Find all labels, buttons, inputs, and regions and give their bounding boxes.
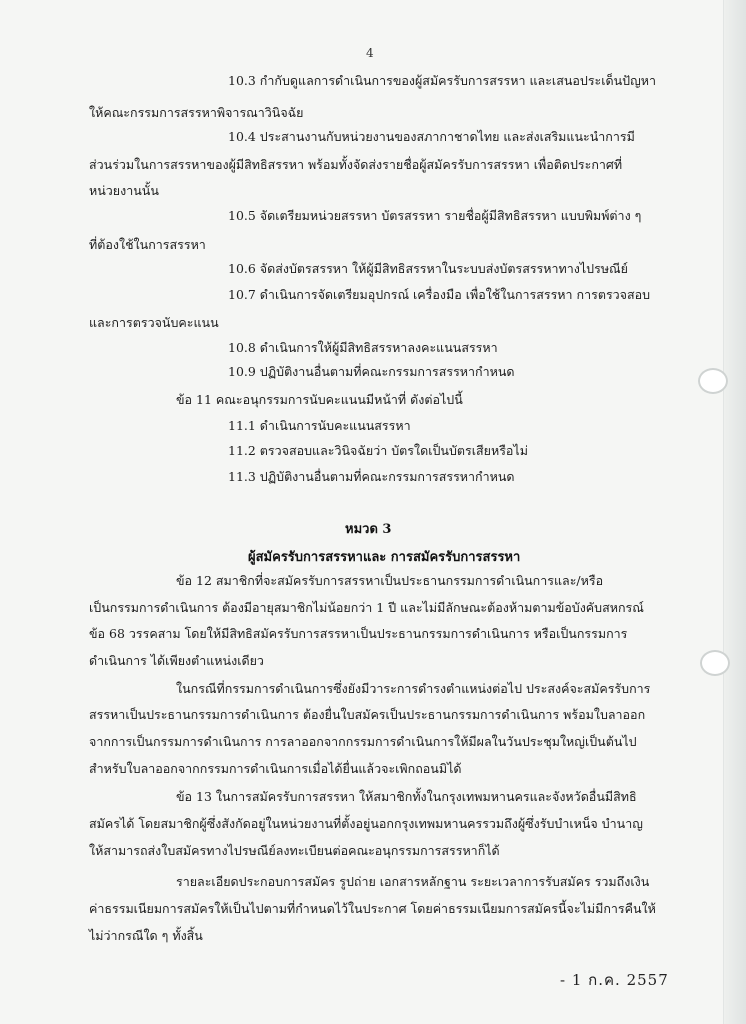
text-line-article-13c: ให้สามารถส่งใบสมัครทางไปรษณีย์ลงทะเบียนต่อคณะอนุกรรมการสรรหาก็ได้ [89, 843, 500, 858]
text-line-10-6: 10.6 จัดส่งบัตรสรรหา ให้ผู้มีสิทธิสรรหาในระบบส่งบัตรสรรหาทางไปรษณีย์ [228, 261, 628, 276]
text-line-article-12c: ข้อ 68 วรรคสาม โดยให้มีสิทธิสมัครรับการสรรหาเป็นประธานกรรมการดำเนินการ หรือเป็นกรรมการ [89, 626, 628, 641]
text-line-article-11: ข้อ 11 คณะอนุกรรมการนับคะแนนมีหน้าที่ ดังต่อไปนี้ [176, 392, 463, 407]
text-line-10-5b: ที่ต้องใช้ในการสรรหา [89, 237, 206, 252]
text-line-10-4b: ส่วนร่วมในการสรรหาของผู้มีสิทธิสรรหา พร้อมทั้งจัดส่งรายชื่อผู้สมัครรับการสรรหา เพื่อติดประกาศที่ [89, 157, 623, 172]
text-line-article-12b: เป็นกรรมการดำเนินการ ต้องมีอายุสมาชิกไม่น้อยกว่า 1 ปี และไม่มีลักษณะต้องห้ามตามข้อบังคับสหกรณ์ [89, 600, 644, 615]
text-line-11-3: 11.3 ปฏิบัติงานอื่นตามที่คณะกรรมการสรรหากำหนด [228, 469, 515, 484]
chapter-subheading: ผู้สมัครรับการสรรหาและ การสมัครรับการสรรหา [248, 550, 521, 565]
text-line-10-8: 10.8 ดำเนินการให้ผู้มีสิทธิสรรหาลงคะแนนสรรหา [228, 340, 498, 355]
punch-hole-lower [700, 650, 730, 676]
text-line-article-13f: ไม่ว่ากรณีใด ๆ ทั้งสิ้น [89, 928, 203, 943]
text-line-article-12e: ในกรณีที่กรรมการดำเนินการซึ่งยังมีวาระการดำรงตำแหน่งต่อไป ประสงค์จะสมัครรับการ [176, 681, 651, 696]
chapter-heading: หมวด 3 [345, 522, 392, 537]
text-line-11-2: 11.2 ตรวจสอบและวินิจฉัยว่า บัตรใดเป็นบัตรเสียหรือไม่ [228, 443, 528, 458]
text-line-article-12h: สำหรับใบลาออกจากกรรมการดำเนินการเมื่อได้ยื่นแล้วจะเพิกถอนมิได้ [89, 761, 462, 776]
text-line-article-12d: ดำเนินการ ได้เพียงตำแหน่งเดียว [89, 653, 264, 668]
text-line-10-9: 10.9 ปฏิบัติงานอื่นตามที่คณะกรรมการสรรหากำหนด [228, 364, 515, 379]
text-line-article-12f: สรรหาเป็นประธานกรรมการดำเนินการ ต้องยื่นใบสมัครเป็นประธานกรรมการดำเนินการ พร้อมใบลาออก [89, 707, 646, 722]
text-line-10-5a: 10.5 จัดเตรียมหน่วยสรรหา บัตรสรรหา รายชื่อผู้มีสิทธิสรรหา แบบพิมพ์ต่าง ๆ [228, 208, 642, 223]
text-line-11-1: 11.1 ดำเนินการนับคะแนนสรรหา [228, 418, 411, 433]
text-line-article-13e: ค่าธรรมเนียมการสมัครให้เป็นไปตามที่กำหนดไว้ในประกาศ โดยค่าธรรมเนียมการสมัครนี้จะไม่มีการคืนให้ [89, 901, 656, 916]
text-line-article-12a: ข้อ 12 สมาชิกที่จะสมัครรับการสรรหาเป็นประธานกรรมการดำเนินการและ/หรือ [176, 573, 604, 588]
text-line-10-4a: 10.4 ประสานงานกับหน่วยงานของสภากาชาดไทย และส่งเสริมแนะนำการมี [228, 129, 635, 144]
text-line-10-7a: 10.7 ดำเนินการจัดเตรียมอุปกรณ์ เครื่องมือ เพื่อใช้ในการสรรหา การตรวจสอบ [228, 287, 651, 302]
page-fold-edge [723, 0, 746, 1024]
handwritten-date: - 1 ก.ค. 2557 [560, 971, 669, 989]
punch-hole-upper [698, 368, 728, 394]
text-line-10-3a: 10.3 กำกับดูแลการดำเนินการของผู้สมัครรับการสรรหา และเสนอประเด็นปัญหา [228, 73, 657, 88]
text-line-article-13a: ข้อ 13 ในการสมัครรับการสรรหา ให้สมาชิกทั้งในกรุงเทพมหานครและจังหวัดอื่นมีสิทธิ [176, 789, 637, 804]
text-line-article-13d: รายละเอียดประกอบการสมัคร รูปถ่าย เอกสารหลักฐาน ระยะเวลาการรับสมัคร รวมถึงเงิน [176, 874, 650, 889]
page-number: 4 [366, 46, 374, 60]
text-line-article-13b: สมัครได้ โดยสมาชิกผู้ซึ่งสังกัดอยู่ในหน่วยงานที่ตั้งอยู่นอกกรุงเทพมหานครรวมถึงผู้ซึ่งรับบำเหน็จ บำนาญ [89, 816, 643, 831]
text-line-10-4c: หน่วยงานนั้น [89, 183, 159, 198]
text-line-article-12g: จากการเป็นกรรมการดำเนินการ การลาออกจากกรรมการดำเนินการให้มีผลในวันประชุมใหญ่เป็นต้นไป [89, 734, 637, 749]
text-line-10-7b: และการตรวจนับคะแนน [89, 315, 219, 330]
text-line-10-3b: ให้คณะกรรมการสรรหาพิจารณาวินิจฉัย [89, 105, 304, 120]
